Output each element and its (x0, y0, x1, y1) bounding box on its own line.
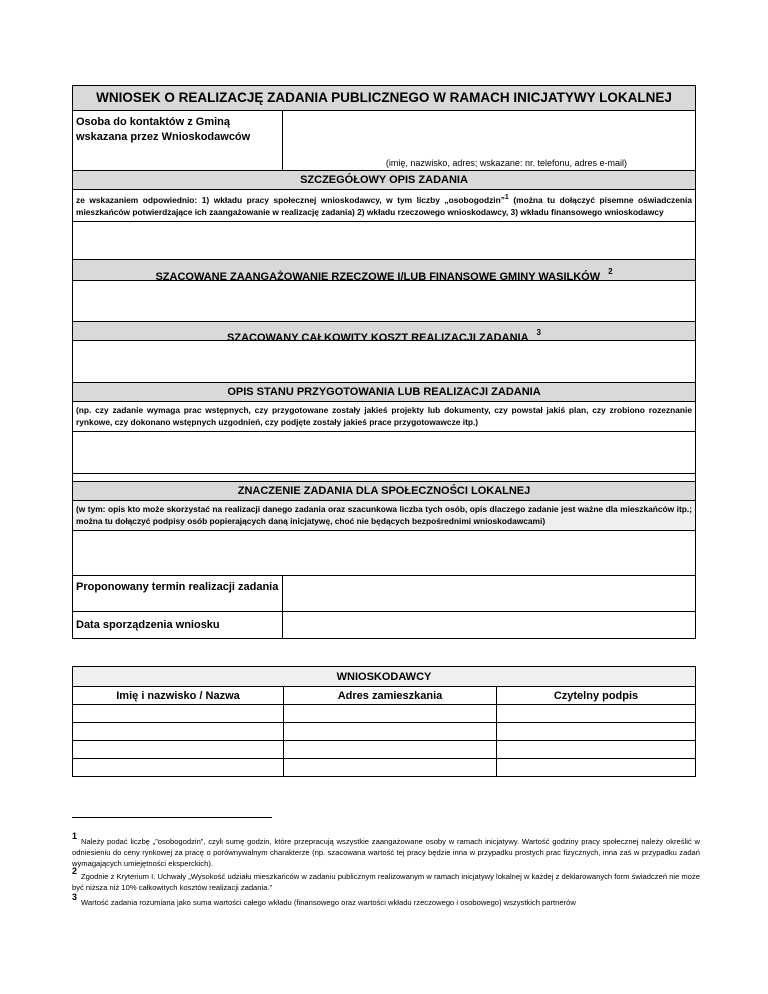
term-row (72, 576, 696, 612)
date-field[interactable] (283, 612, 695, 638)
table-row (73, 741, 696, 759)
cost-field[interactable] (72, 341, 696, 383)
importance-field[interactable] (72, 531, 696, 576)
footnote-2: 2Zgodnie z Kryterium I. Uchwały „Wysokość udziału mieszkańców w zadaniu publicznym realizowanym w ramach inicjatywy lokalnej w każdej z deklarowanych form świadczeń nie może być niższa niż 10% całkowitych kosztów realizacji zadania.” (72, 866, 700, 892)
table-row (73, 759, 696, 777)
date-label: Data sporządzenia wniosku (73, 612, 283, 638)
table-row (73, 723, 696, 741)
date-row (72, 612, 696, 639)
footnote-3: 3Wartość zadania rozumiana jako suma wartości całego wkładu (finansowego oraz wartości wkładu rzeczowego i osobowego) wszystkich partnerów (72, 892, 576, 907)
commitment-heading: SZACOWANE ZAANGAŻOWANIE RZECZOWE I/LUB FINANSOWE GMINY WASILKÓW $^2$ (72, 260, 696, 281)
contact-label: Osoba do kontaktów z Gminą wskazana przez Wnioskodawców (73, 111, 283, 170)
status-heading: OPIS STANU PRZYGOTOWANIA LUB REALIZACJI ZADANIA (72, 383, 696, 402)
footnote-1: 1Należy podać liczbę „”osobogodzin”, czyli sumę godzin, które przepracują wszystkie zaangażowane osoby w ramach inicjatywy. Wartość godziny pracy społecznej należy określić w odniesieniu do ceny rynkowej za pracę o porównywalnym charakterze (np. szacowana wartość tej pracy będzie inna w przypadku prostych prac fizycznych, inna zaś w przypadku zadań wymagających umiejętności eksperckich). (72, 831, 700, 868)
footnote-divider (72, 817, 272, 818)
applicants-table (72, 666, 696, 777)
detail-note: ze wskazaniem odpowiednio: 1) wkładu pracy społecznej wnioskodawcy, w tym liczby „osobogodzin”$^1$ (można tu dołączyć pisemne oświadczenia mieszkańców potwierdzające ich zaangażowanie w realizację zadania) 2) wkładu rzeczowego wnioskodawcy, 3) wkładu finansowego wnioskodawcy (72, 190, 696, 222)
importance-heading: ZNACZENIE ZADANIA DLA SPOŁECZNOŚCI LOKALNEJ (72, 481, 696, 501)
status-field[interactable] (72, 432, 696, 474)
col-signature-header: Czytelny podpis (497, 687, 696, 705)
col-address-header: Adres zamieszkania (284, 687, 497, 705)
importance-note: (w tym: opis kto może skorzystać na realizacji danego zadania oraz szacunkowa liczba tych osób, opis dlaczego zadanie jest ważne dla mieszkańców itp.; można tu dołączyć podpisy osób popierających daną inicjatywę, choć nie będących bezpośrednimi wnioskodawcami) (72, 501, 696, 531)
cost-heading: SZACOWANY CAŁKOWITY KOSZT REALIZACJI ZADANIA $^3$ (72, 322, 696, 341)
applicants-title: WNIOSKODAWCY (73, 667, 696, 687)
term-field[interactable] (283, 576, 695, 611)
term-label: Proponowany termin realizacji zadania (73, 576, 283, 611)
commitment-field[interactable] (72, 281, 696, 322)
application-form (72, 85, 696, 639)
col-name-header: Imię i nazwisko / Nazwa (73, 687, 284, 705)
detail-field[interactable] (72, 222, 696, 260)
contact-hint: (imię, nazwisko, adres; wskazane: nr. telefonu, adres e-mail) (385, 158, 627, 168)
table-row (73, 705, 696, 723)
status-note: (np. czy zadanie wymaga prac wstępnych, czy przygotowane zostały jakieś projekty lub dokumenty, czy powstał jakiś plan, czy zrobiono rozeznanie rynkowe, czy dokonano wstępnych uzgodnień, czy podjęte zostały jakieś prace przygotowawcze itp.) (72, 402, 696, 432)
contact-row (72, 111, 696, 171)
detail-heading: SZCZEGÓŁOWY OPIS ZADANIA (72, 171, 696, 190)
contact-field[interactable] (283, 111, 695, 170)
form-title: WNIOSEK O REALIZACJĘ ZADANIA PUBLICZNEGO W RAMACH INICJATYWY LOKALNEJ (72, 85, 696, 111)
